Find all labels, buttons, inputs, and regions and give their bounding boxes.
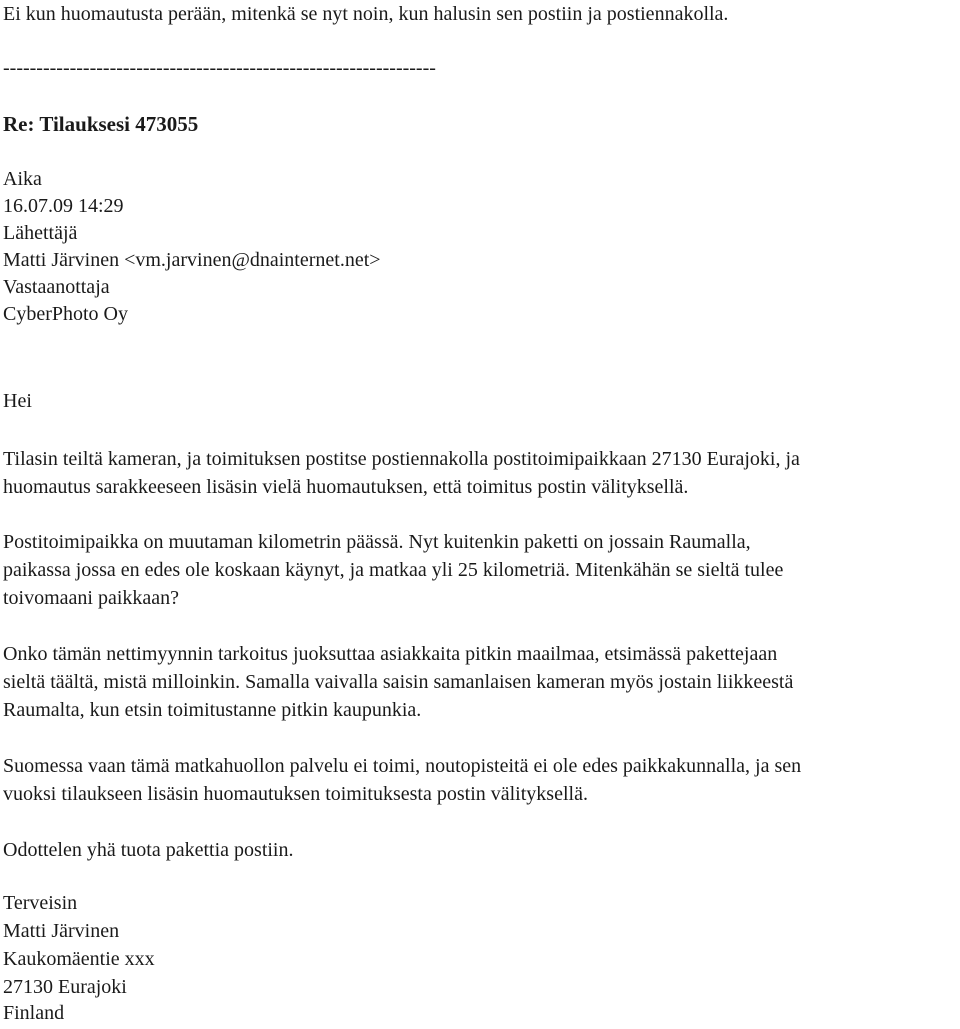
time-value: 16.07.09 14:29 — [3, 195, 124, 217]
email-subject: Re: Tilauksesi 473055 — [3, 112, 199, 136]
paragraph-line: toivomaani paikkaan? — [3, 587, 180, 609]
signature-country: Finland — [3, 1002, 65, 1024]
paragraph-line: sieltä täältä, mistä milloinkin. Samalla vaivalla saisin samanlaisen kameran myös jostain liikkeestä — [3, 671, 794, 693]
paragraph-line: Tilasin teiltä kameran, ja toimituksen postitse postiennakolla postitoimipaikkaan 27130 Eurajoki, ja — [3, 448, 800, 470]
paragraph-line: Suomessa vaan tämä matkahuollon palvelu ei toimi, noutopisteitä ei ole edes paikkakunnalla, ja sen — [3, 755, 802, 777]
recipient-value: CyberPhoto Oy — [3, 303, 128, 325]
paragraph-line: huomautus sarakkeeseen lisäsin vielä huomautuksen, että toimitus postin välityksellä. — [3, 476, 689, 498]
signature-city: 27130 Eurajoki — [3, 976, 127, 998]
separator-line: ----------------------------------------------------------------- — [3, 57, 436, 79]
paragraph-3 — [3, 640, 958, 724]
paragraph-line: Postitoimipaikka on muutaman kilometrin päässä. Nyt kuitenkin paketti on jossain Raumalla, — [3, 531, 751, 553]
paragraph-2 — [3, 528, 958, 612]
paragraph-1 — [3, 445, 958, 501]
paragraph-line: paikassa jossa en edes ole koskaan käynyt, ja matkaa yli 25 kilometriä. Mitenkähän se sieltä tulee — [3, 559, 784, 581]
sender-label: Lähettäjä — [3, 222, 78, 244]
paragraph-line: Raumalta, kun etsin toimitustanne pitkin kaupunkia. — [3, 699, 422, 721]
signature-closing: Terveisin — [3, 892, 78, 914]
signature-name: Matti Järvinen — [3, 920, 120, 942]
signature-street: Kaukomäentie xxx — [3, 948, 155, 970]
recipient-label: Vastaanottaja — [3, 276, 110, 298]
paragraph-4 — [3, 752, 958, 808]
paragraph-line: Onko tämän nettimyynnin tarkoitus juoksuttaa asiakkaita pitkin maailmaa, etsimässä pakettejaan — [3, 643, 778, 665]
intro-line: Ei kun huomautusta perään, mitenkä se nyt noin, kun halusin sen postiin ja postiennakolla. — [3, 3, 729, 25]
paragraph-line: vuoksi tilaukseen lisäsin huomautuksen toimituksesta postin välityksellä. — [3, 783, 588, 805]
time-label: Aika — [3, 168, 42, 190]
greeting: Hei — [3, 390, 32, 412]
paragraph-line: Odottelen yhä tuota pakettia postiin. — [3, 839, 294, 861]
paragraph-5 — [3, 836, 958, 864]
sender-value: Matti Järvinen <vm.jarvinen@dnainternet.net> — [3, 249, 381, 271]
